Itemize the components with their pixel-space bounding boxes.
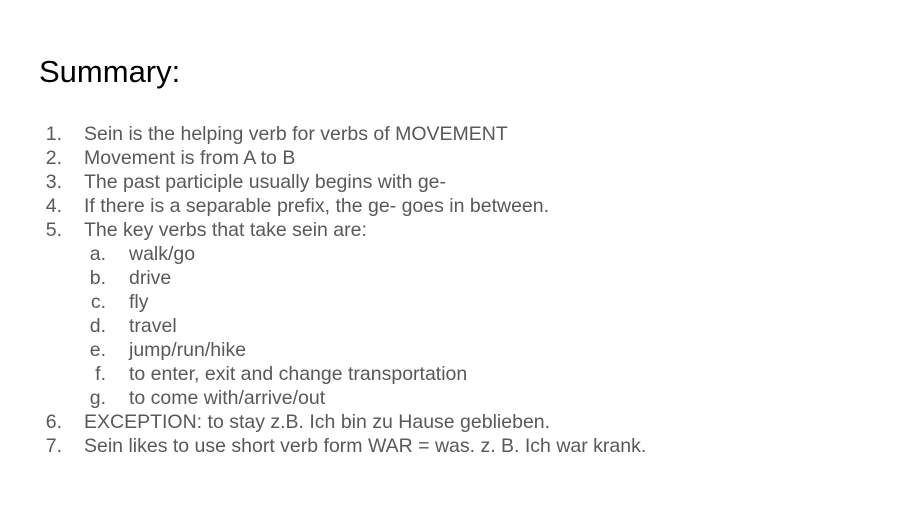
sub-list-item xyxy=(0,266,900,290)
summary-list xyxy=(0,122,900,458)
list-marker: 3. xyxy=(45,171,62,193)
sub-list-text: to come with/arrive/out xyxy=(129,387,326,409)
list-marker: 7. xyxy=(45,435,62,457)
sub-list-marker: g. xyxy=(89,387,106,409)
sub-list-item xyxy=(0,362,900,386)
list-text: The key verbs that take sein are: xyxy=(84,219,367,241)
list-text: EXCEPTION: to stay z.B. Ich bin zu Hause geblieben. xyxy=(84,411,551,433)
sub-list-marker: d. xyxy=(89,315,106,337)
sub-list-item xyxy=(0,386,900,410)
list-text: The past participle usually begins with ge- xyxy=(84,171,447,193)
list-item xyxy=(0,410,900,434)
list-text: Sein likes to use short verb form WAR = was. z. B. Ich war krank. xyxy=(84,435,647,457)
sub-list-item xyxy=(0,242,900,266)
sub-list-text: drive xyxy=(129,267,172,289)
list-item xyxy=(0,122,900,146)
sub-list-item xyxy=(0,338,900,362)
list-item xyxy=(0,194,900,218)
list-item xyxy=(0,218,900,242)
list-text: If there is a separable prefix, the ge- goes in between. xyxy=(84,195,550,217)
list-marker: 4. xyxy=(45,195,62,217)
sub-list-item xyxy=(0,290,900,314)
sub-list-marker: b. xyxy=(89,267,106,289)
sub-list-text: fly xyxy=(129,291,149,313)
sub-list-marker: c. xyxy=(90,291,106,313)
list-item xyxy=(0,146,900,170)
sub-list-marker: e. xyxy=(89,339,106,361)
list-item xyxy=(0,170,900,194)
sub-list-text: travel xyxy=(129,315,177,337)
sub-list-text: to enter, exit and change transportation xyxy=(129,363,468,385)
list-text: Sein is the helping verb for verbs of MOVEMENT xyxy=(84,123,508,145)
list-item xyxy=(0,434,900,458)
sub-list-text: walk/go xyxy=(129,243,196,265)
sub-list-marker: a. xyxy=(89,243,106,265)
list-marker: 2. xyxy=(45,147,62,169)
slide-title: Summary: xyxy=(39,54,181,89)
list-text: Movement is from A to B xyxy=(84,147,296,169)
sub-list-text: jump/run/hike xyxy=(129,339,247,361)
sub-list-item xyxy=(0,314,900,338)
list-marker: 5. xyxy=(45,219,62,241)
sub-list-marker: f. xyxy=(95,363,106,385)
list-marker: 6. xyxy=(45,411,62,433)
list-marker: 1. xyxy=(45,123,62,145)
